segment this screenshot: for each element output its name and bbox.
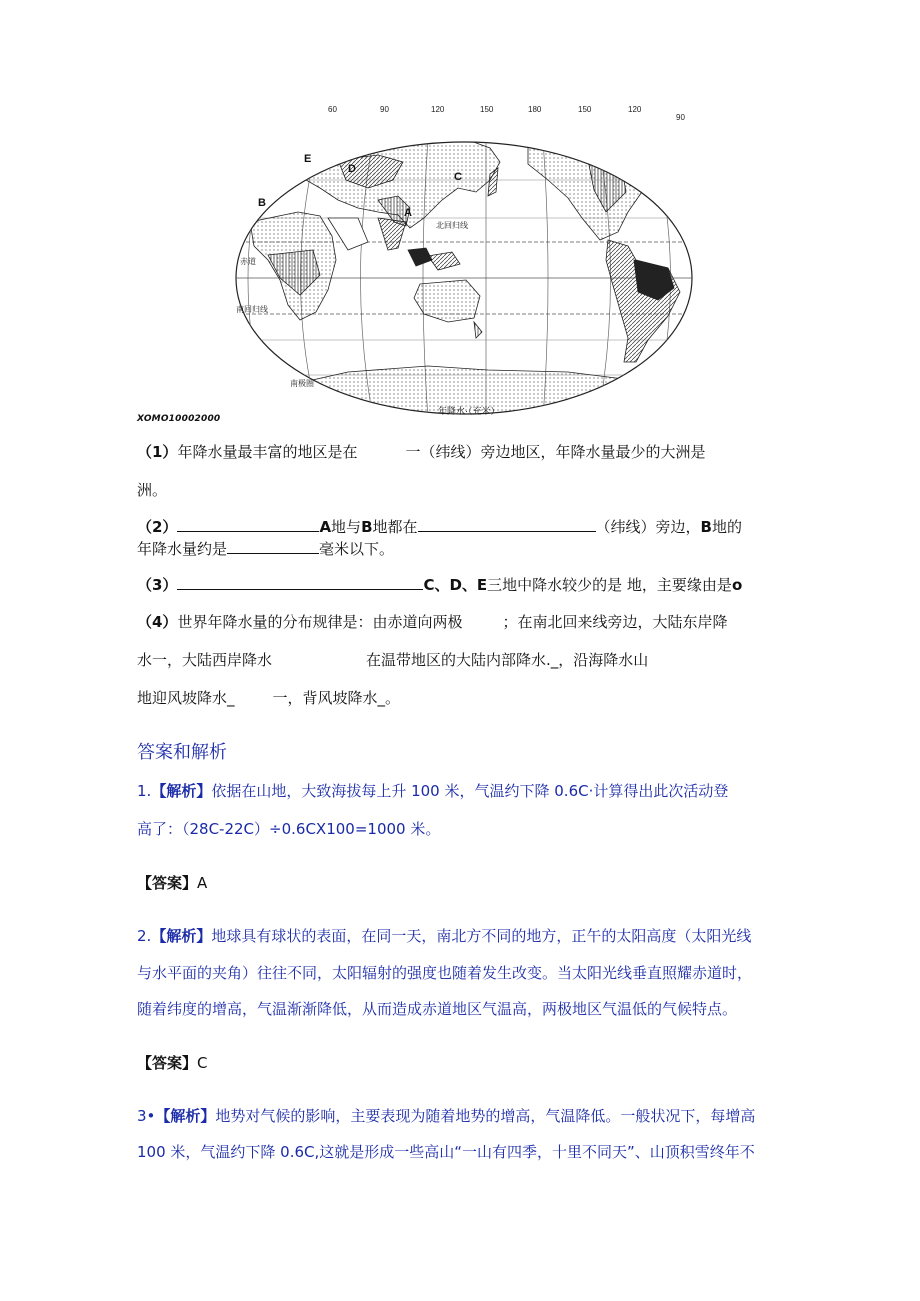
tropic-north-label: 北回归线 xyxy=(436,221,468,230)
question-text: 年降水量约是 xyxy=(137,540,228,558)
answer-number: 3• xyxy=(137,1107,156,1125)
lon-label: 120 xyxy=(628,105,642,114)
analysis-text: 依据在山地，大致海拔每上升 100 米，气温约下降 0.6C·计算得出此次活动登 xyxy=(211,782,729,800)
point-e-label: E xyxy=(304,153,312,165)
answer-1-analysis xyxy=(137,780,728,802)
answer-blank[interactable] xyxy=(227,539,319,554)
answer-3-analysis xyxy=(137,1105,755,1127)
point-b-label: B xyxy=(258,197,266,209)
map-figure xyxy=(228,100,700,418)
question-text: 地与 xyxy=(331,518,362,536)
question-text: 一，背风坡降水_。 xyxy=(272,689,401,707)
question-1-cont xyxy=(137,479,167,501)
map-caption: 年降水·（充米） xyxy=(438,406,500,416)
equator-label: 赤道 xyxy=(240,257,256,266)
answers-title: 答案和解析 xyxy=(137,742,227,763)
question-text: 在温带地区的大陆内部降水._，沿海降水山 xyxy=(366,651,649,669)
answer-tag: 【答案】 xyxy=(137,874,198,892)
analysis-tag: 【解析】 xyxy=(155,1107,216,1125)
answer-1-result xyxy=(137,872,207,894)
analysis-text: 地势对气候的影响，主要表现为随着地势的增高，气温降低。一般状况下，每增高 xyxy=(215,1107,756,1125)
question-text: 洲。 xyxy=(137,481,168,499)
point-ref: A xyxy=(319,518,332,536)
lon-label: 120 xyxy=(431,105,445,114)
question-text: 一（纬线）旁边地区，年降水量最少的大洲是 xyxy=(405,443,706,461)
lon-label: 90 xyxy=(380,105,389,114)
analysis-tag: 【解析】 xyxy=(151,927,212,945)
answer-1-analysis-cont xyxy=(137,818,440,840)
question-text: （纬线）旁边， xyxy=(595,518,701,536)
question-text: 世界年降水量的分布规律是：由赤道向两极 xyxy=(177,613,463,631)
question-text: 三地中降水较少的是 地，主要缘由是 xyxy=(487,576,732,594)
answer-2-analysis-cont2 xyxy=(137,998,737,1020)
question-text: 地都在 xyxy=(372,518,418,536)
question-text: 地迎风坡降水_ xyxy=(137,689,235,707)
lon-label: 180 xyxy=(528,105,542,114)
answer-2-result xyxy=(137,1052,208,1074)
answer-blank[interactable] xyxy=(418,517,596,532)
answer-number: 2. xyxy=(137,927,152,945)
lon-label: 150 xyxy=(578,105,592,114)
lon-label: 150 xyxy=(480,105,494,114)
lon-label: 90 xyxy=(676,113,685,122)
question-text: 地的 xyxy=(711,518,742,536)
question-4 xyxy=(137,611,727,633)
question-number: （3） xyxy=(137,576,178,594)
point-ref: B xyxy=(361,518,373,536)
analysis-text: 与水平面的夹角）往往不同，太阳辐射的强度也随着发生改变。当太阳光线垂直照耀赤道时， xyxy=(137,964,753,982)
analysis-text: 随着纬度的增高，气温渐渐降低，从而造成赤道地区气温高，两极地区气温低的气候特点。 xyxy=(137,1000,738,1018)
answer-value: A xyxy=(197,874,208,892)
answer-number: 1. xyxy=(137,782,152,800)
analysis-text: 地球具有球状的表面，在同一天，南北方不同的地方，正午的太阳高度（太阳光线 xyxy=(211,927,752,945)
question-2-cont xyxy=(137,538,394,560)
question-text: 毫米以下。 xyxy=(319,540,395,558)
question-text: 水一，大陆西岸降水 xyxy=(137,651,273,669)
point-a-label: A xyxy=(404,207,412,219)
point-c-label: C xyxy=(454,171,462,183)
question-text: 年降水量最丰富的地区是在 xyxy=(177,443,358,461)
point-ref: C、D、E xyxy=(423,576,488,594)
analysis-text: 100 米，气温约下降 0.6C,这就是形成一些高山“一山有四季，十里不同天”、山顶积雪终年不 xyxy=(137,1143,755,1161)
answer-blank[interactable] xyxy=(177,517,319,532)
question-number: （1） xyxy=(137,443,178,461)
question-text: o xyxy=(731,576,743,594)
question-2 xyxy=(137,516,742,538)
question-text: ；在南北回来线旁边，大陆东岸降 xyxy=(502,613,728,631)
map-code: XOMO10002000 xyxy=(137,414,221,424)
analysis-text: 高了：（28C-22C）÷0.6CX100=1000 米。 xyxy=(137,820,441,838)
tropic-south-label: 南回归线 xyxy=(236,305,268,314)
answer-blank[interactable] xyxy=(177,575,423,590)
question-number: （2） xyxy=(137,518,178,536)
point-ref: B xyxy=(700,518,712,536)
answer-3-analysis-cont xyxy=(137,1141,755,1163)
analysis-tag: 【解析】 xyxy=(151,782,212,800)
answer-2-analysis-cont1 xyxy=(137,962,752,984)
answer-tag: 【答案】 xyxy=(137,1054,198,1072)
antarctic-label: 南极圈 xyxy=(290,379,314,388)
point-d-label: D xyxy=(348,163,356,175)
question-4-cont1 xyxy=(137,649,648,671)
answer-2-analysis xyxy=(137,925,751,947)
world-precipitation-map xyxy=(228,100,700,418)
question-3 xyxy=(137,574,742,596)
question-1 xyxy=(137,441,705,463)
lon-label: 60 xyxy=(328,105,337,114)
question-4-cont2 xyxy=(137,687,400,709)
answer-value: C xyxy=(197,1054,208,1072)
question-number: （4） xyxy=(137,613,178,631)
